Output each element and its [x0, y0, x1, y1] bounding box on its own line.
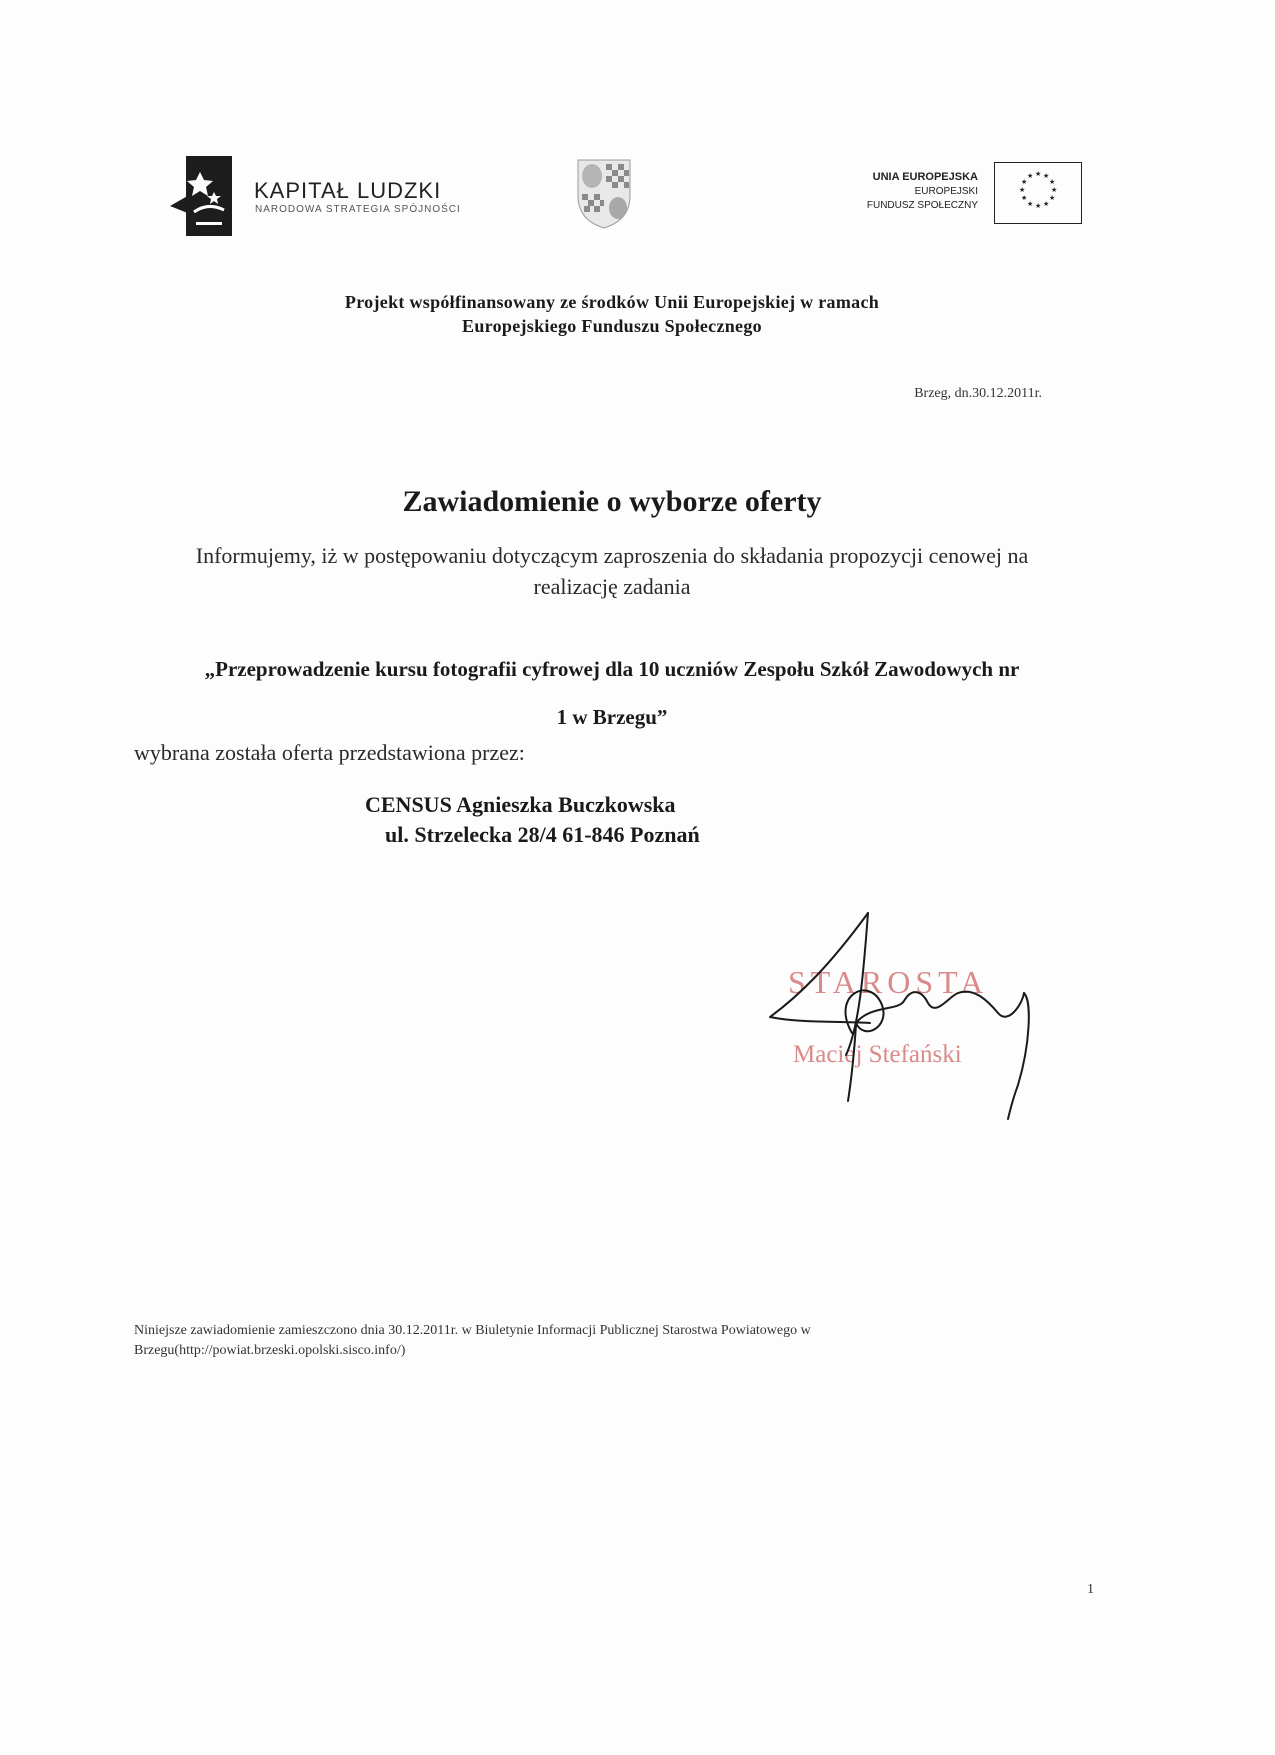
notice-line-2: Brzegu(http://powiat.brzeski.opolski.sisco.info/): [134, 1343, 406, 1358]
svg-text:★: ★: [1049, 178, 1056, 186]
svg-text:★: ★: [1035, 202, 1042, 210]
svg-text:★: ★: [1043, 200, 1050, 208]
svg-text:★: ★: [1049, 194, 1056, 202]
selected-offer-label: wybrana została oferta przedstawiona przez:: [134, 740, 525, 765]
publication-notice: [134, 1321, 964, 1361]
task-line-2: 1 w Brzegu”: [556, 705, 668, 729]
svg-text:★: ★: [1043, 172, 1050, 180]
handwritten-signature-icon: [760, 905, 1070, 1135]
stamp-title: STAROSTA: [788, 964, 989, 1000]
svg-text:★: ★: [1035, 170, 1042, 178]
svg-text:★: ★: [1051, 186, 1058, 194]
eu-logo: [820, 162, 1082, 228]
svg-text:★: ★: [1027, 200, 1034, 208]
eu-text: [867, 170, 978, 213]
company-name: CENSUS Agnieszka Buczkowska: [365, 792, 676, 817]
document-date: Brzeg, dn.30.12.2011r.: [914, 386, 1042, 401]
intro-paragraph: [0, 540, 1224, 602]
cofinancing-statement: [0, 290, 1224, 338]
task-line-1: „Przeprowadzenie kursu fotografii cyfrowej dla 10 uczniów Zespołu Szkół Zawodowych nr: [204, 657, 1020, 681]
page-number: 1: [1087, 1582, 1094, 1597]
eu-stars-flag-icon: [994, 162, 1082, 224]
cofinancing-line-1: Projekt współfinansowany ze środków Unii Europejskiej w ramach: [344, 292, 880, 312]
coat-of-arms-icon: [574, 156, 634, 230]
stamp-name: Maciej Stefański: [793, 1041, 962, 1068]
svg-text:★: ★: [1019, 186, 1026, 194]
kapital-ludzki-title: KAPITAŁ LUDZKI: [254, 178, 442, 203]
notice-line-1: Niniejsze zawiadomienie zamieszczono dnia 30.12.2011r. w Biuletynie Informacji Publicznej Starostwa Powiatowego w: [134, 1323, 811, 1338]
svg-text:★: ★: [1027, 172, 1034, 180]
task-title: [0, 645, 1224, 741]
eu-union-label: UNIA EUROPEJSKA: [872, 171, 978, 183]
document-heading: Zawiadomienie o wyborze oferty: [402, 485, 822, 518]
eu-fund-label-2: FUNDUSZ SPOŁECZNY: [866, 200, 978, 211]
svg-text:★: ★: [1021, 178, 1028, 186]
svg-text:★: ★: [1021, 194, 1028, 202]
selected-company: [365, 790, 700, 850]
kapital-ludzki-subtitle: NARODOWA STRATEGIA SPÓJNOŚCI: [255, 204, 461, 215]
cofinancing-line-2: Europejskiego Funduszu Społecznego: [462, 316, 762, 336]
company-address: ul. Strzelecka 28/4 61-846 Poznań: [385, 822, 700, 847]
kapital-ludzki-logo: [170, 152, 490, 236]
kapital-ludzki-icon: [170, 152, 232, 236]
intro-line-2: realizację zadania: [533, 574, 691, 599]
eu-fund-label-1: EUROPEJSKI: [914, 186, 978, 197]
intro-line-1: Informujemy, iż w postępowaniu dotyczącym zaproszenia do składania propozycji cenowej na: [195, 543, 1029, 568]
